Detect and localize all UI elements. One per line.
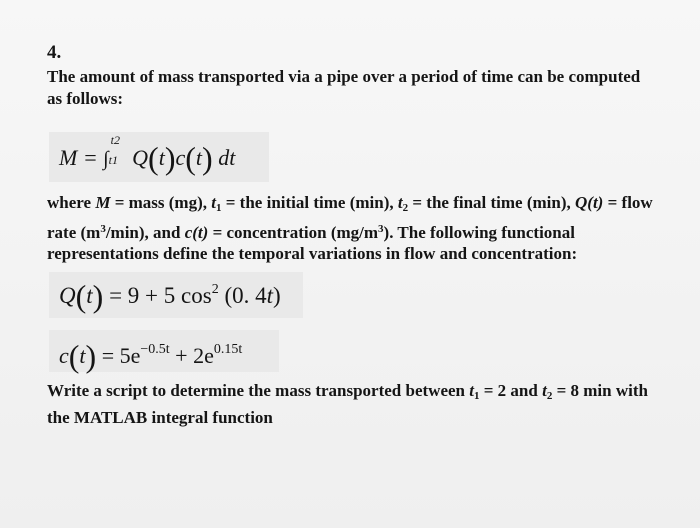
text-fragment: −0.5t <box>140 342 170 357</box>
integrand-q-arg: t <box>158 145 165 170</box>
text-fragment: t <box>397 193 403 212</box>
eq-mass-lhs: M = <box>59 145 98 170</box>
upper-limit: t2 <box>110 133 120 147</box>
integral-sign: ∫ <box>103 148 109 170</box>
definitions-paragraph <box>47 192 657 264</box>
text-fragment: Write a script to determine the mass transported between <box>47 381 470 400</box>
text-fragment: ) <box>273 283 281 308</box>
problem-intro: The amount of mass transported via a pipe over a period of time can be computed as follows: <box>47 67 641 108</box>
text-fragment: Q <box>575 193 588 212</box>
text-fragment: 2 <box>211 282 219 297</box>
integrand-c-arg: t <box>195 145 203 170</box>
text-fragment: t <box>266 283 273 308</box>
text-fragment: = flow rate (m <box>47 193 653 242</box>
text-fragment: /min), and <box>105 223 185 242</box>
mass-integral-equation: M = ∫ t2 t1 Q(t)c(t) dt <box>49 132 269 182</box>
differential: dt <box>218 145 236 170</box>
text-fragment: 2 <box>402 202 409 214</box>
text-fragment: = 9 + 5 cos <box>103 283 212 308</box>
text-fragment: c <box>184 223 193 242</box>
text-fragment: 0.15t <box>213 342 243 357</box>
task-instruction <box>47 380 667 429</box>
text-fragment: = the final time (min), <box>408 193 576 212</box>
text-fragment: where <box>47 193 96 212</box>
text-fragment: Q <box>59 283 76 308</box>
flow-rate-equation: Q(t) = 9 + 5 $\cos^2 (0$. 4t) <box>49 272 303 318</box>
text-fragment: = concentration (mg/m <box>208 223 379 242</box>
text-fragment: t <box>211 193 216 212</box>
concentration-equation: $c(t) = 5e^{-0.5t} + 2e^{0.15t}$ <box>49 330 279 372</box>
text-fragment: (0. 4 <box>218 283 267 308</box>
text-fragment: 1 <box>216 202 222 214</box>
text-fragment: + 2e <box>169 343 214 368</box>
text-fragment: t <box>86 283 93 308</box>
text-fragment: = 2 and <box>479 381 543 400</box>
text-fragment: t <box>542 381 547 400</box>
text-fragment: (t) <box>192 223 209 242</box>
text-fragment: M <box>95 193 111 212</box>
text-fragment: 3 <box>100 223 106 235</box>
integrand-c: c <box>175 145 186 170</box>
text-fragment: c <box>59 343 69 368</box>
lower-limit: t1 <box>108 153 118 167</box>
text-fragment: t <box>79 343 86 368</box>
problem-number: 4. <box>47 42 62 63</box>
text-fragment: = the initial time (min), <box>221 193 398 212</box>
text-fragment: = 5e <box>96 343 141 368</box>
text-fragment: = 8 min with the MATLAB integral function <box>47 381 648 427</box>
text-fragment: t <box>469 381 474 400</box>
text-fragment: = mass (mg), <box>110 193 212 212</box>
text-fragment: ). The following functional representations define the temporal variations in flow and concentration: <box>47 223 578 263</box>
integrand-q: Q <box>132 145 149 170</box>
integral-limits <box>108 133 127 171</box>
text-fragment: 3 <box>378 223 384 235</box>
text-fragment: (t) <box>587 193 604 212</box>
text-fragment: 1 <box>473 390 480 402</box>
text-fragment: 2 <box>546 390 553 402</box>
